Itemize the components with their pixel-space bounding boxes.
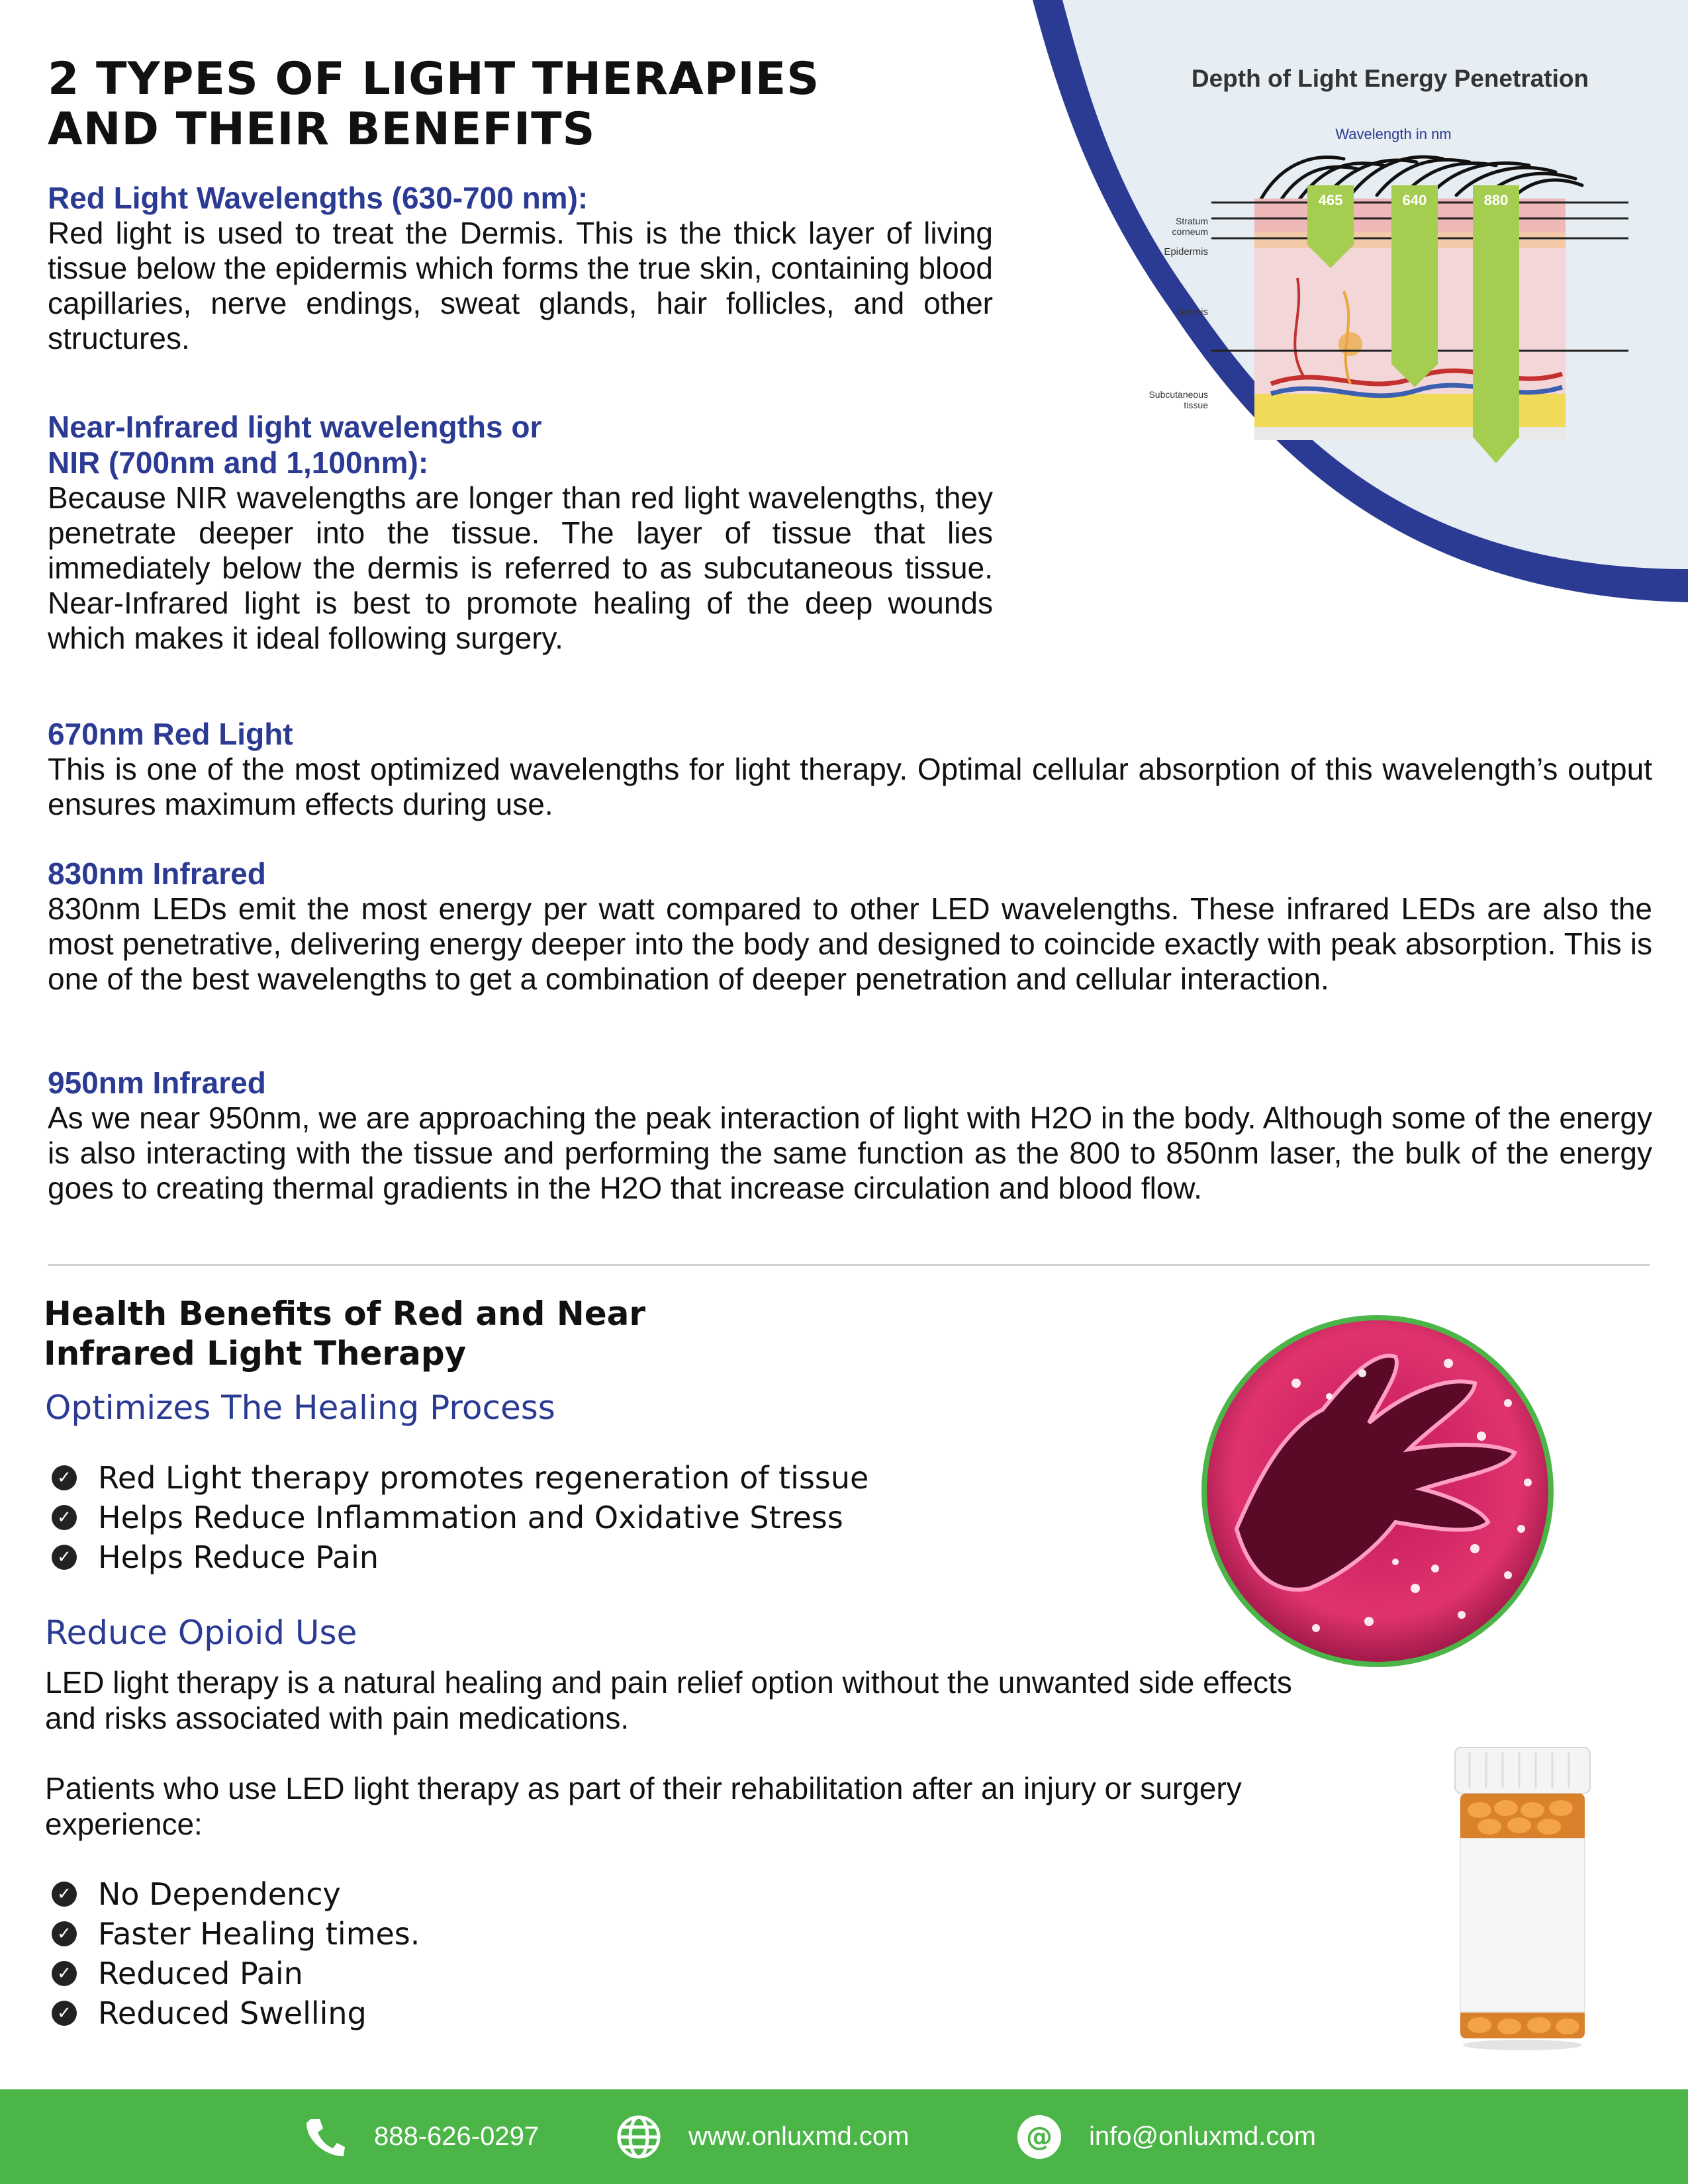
penetration-diagram [1125,60,1655,483]
list-item [52,1874,420,1914]
section-body: 830nm LEDs emit the most energy per watt compared to other LED wavelengths. These infrared LEDs are also the most penetrative, delivering energy deeper into the body and designed to coincide exactly with peak absorption. This is one of the best wavelengths to get a combination of deeper penetration and cellular interaction. [48,891,1652,996]
diagram-title: Depth of Light Energy Penetration [1191,65,1589,92]
layer-label-dermis: Dermis [1176,306,1208,318]
check-icon: ✓ [52,1545,77,1570]
opioid-paragraph: LED light therapy is a natural healing and pain relief option without the unwanted side effects and risks associated with pain medications. [45,1665,1292,1735]
section-heading: 950nm Infrared [48,1066,266,1100]
section-heading: Red Light Wavelengths (630-700 nm): [48,181,588,215]
list-item-text: No Dependency [98,1876,341,1912]
list-item-text: Helps Reduce Inflammation and Oxidative Stress [98,1500,843,1535]
list-item-text: Helps Reduce Pain [98,1539,379,1575]
at-sign-icon [1016,2114,1062,2160]
page-title-line2: AND THEIR BENEFITS [48,103,596,156]
check-icon: ✓ [52,1921,77,1946]
section-body: Red light is used to treat the Dermis. This is the thick layer of living tissue below the epidermis which forms the true skin, containing blood capillaries, nerve endings, sweat glands, hair follicles, and other structures. [48,216,993,355]
check-icon: ✓ [52,1465,77,1490]
wavelength-label-465: 465 [1318,192,1343,208]
list-item-text: Reduced Pain [98,1956,303,1991]
subheading-opioid: Reduce Opioid Use [45,1614,357,1652]
pill-bottle-image [1443,1747,1602,2052]
red-light-hand-image [1197,1310,1558,1672]
layer-label-stratum: Stratum corneum [1172,216,1208,237]
section-heading: 670nm Red Light [48,717,293,751]
footer-phone[interactable] [301,2089,539,2184]
footer-email[interactable] [1016,2089,1316,2184]
section-830nm [48,856,1652,997]
list-item [52,1458,868,1498]
patients-paragraph: Patients who use LED light therapy as part of their rehabilitation after an injury or surgery experience: [45,1771,1242,1841]
page-title [48,54,875,155]
check-icon: ✓ [52,1505,77,1530]
wavelength-label-640: 640 [1402,192,1427,208]
list-item [52,1993,420,2033]
section-heading-line2: NIR (700nm and 1,100nm): [48,445,429,480]
list-item-text: Red Light therapy promotes regeneration of tissue [98,1460,869,1496]
svg-text:@: @ [1026,2121,1053,2152]
divider [48,1264,1650,1266]
section-body: Because NIR wavelengths are longer than red light wavelengths, they penetrate deeper into the tissue. The layer of tissue that lies immediately below the dermis is referred to as subcutaneous tissue. Near-Infrared light is best to promote healing of the deep wounds which makes it ideal following surgery. [48,480,993,655]
list-item [52,1537,868,1577]
section-950nm [48,1065,1652,1206]
subheading-healing: Optimizes The Healing Process [45,1388,555,1427]
diagram-axis-label: Wavelength in nm [1335,126,1452,142]
section-nir [48,409,993,656]
page-title-line1: 2 TYPES OF LIGHT THERAPIES [48,53,820,105]
healing-benefits-list [52,1458,868,1577]
benefits-title-line2: Infrared Light Therapy [44,1334,467,1373]
footer-website-text: www.onluxmd.com [688,2122,910,2151]
list-item [52,1914,420,1954]
section-heading: 830nm Infrared [48,856,266,891]
wavelength-label-880: 880 [1483,192,1509,208]
globe-icon [616,2114,662,2160]
footer-website[interactable] [616,2089,909,2184]
list-item [52,1954,420,1993]
footer-email-text: info@onluxmd.com [1089,2122,1316,2151]
layer-label-epidermis: Epidermis [1164,246,1208,257]
benefits-title-line1: Health Benefits of Red and Near [44,1295,646,1333]
section-body: This is one of the most optimized wavelengths for light therapy. Optimal cellular absorption of this wavelength’s output ensures maximum effects during use. [48,752,1652,821]
footer [0,2089,1688,2184]
layer-label-subcutaneous: Subcutaneous tissue [1149,389,1208,410]
patient-outcomes-list [52,1874,420,2033]
check-icon: ✓ [52,1882,77,1907]
section-body: As we near 950nm, we are approaching the peak interaction of light with H2O in the body. Although some of the energy is also interacting with the tissue and performing the same function as the 800 to 850nm laser, the bulk of the energy goes to creating thermal gradients in the H2O that increase circulation and blood flow. [48,1101,1652,1205]
benefits-title [44,1294,706,1373]
list-item-text: Faster Healing times. [98,1916,420,1952]
list-item-text: Reduced Swelling [98,1995,367,2031]
section-heading-line1: Near-Infrared light wavelengths or [48,410,542,444]
section-670nm [48,716,1652,822]
check-icon: ✓ [52,1961,77,1986]
check-icon: ✓ [52,2001,77,2026]
footer-phone-text: 888-626-0297 [374,2122,539,2151]
phone-icon [301,2114,348,2160]
list-item [52,1498,868,1537]
section-red-light [48,180,993,356]
